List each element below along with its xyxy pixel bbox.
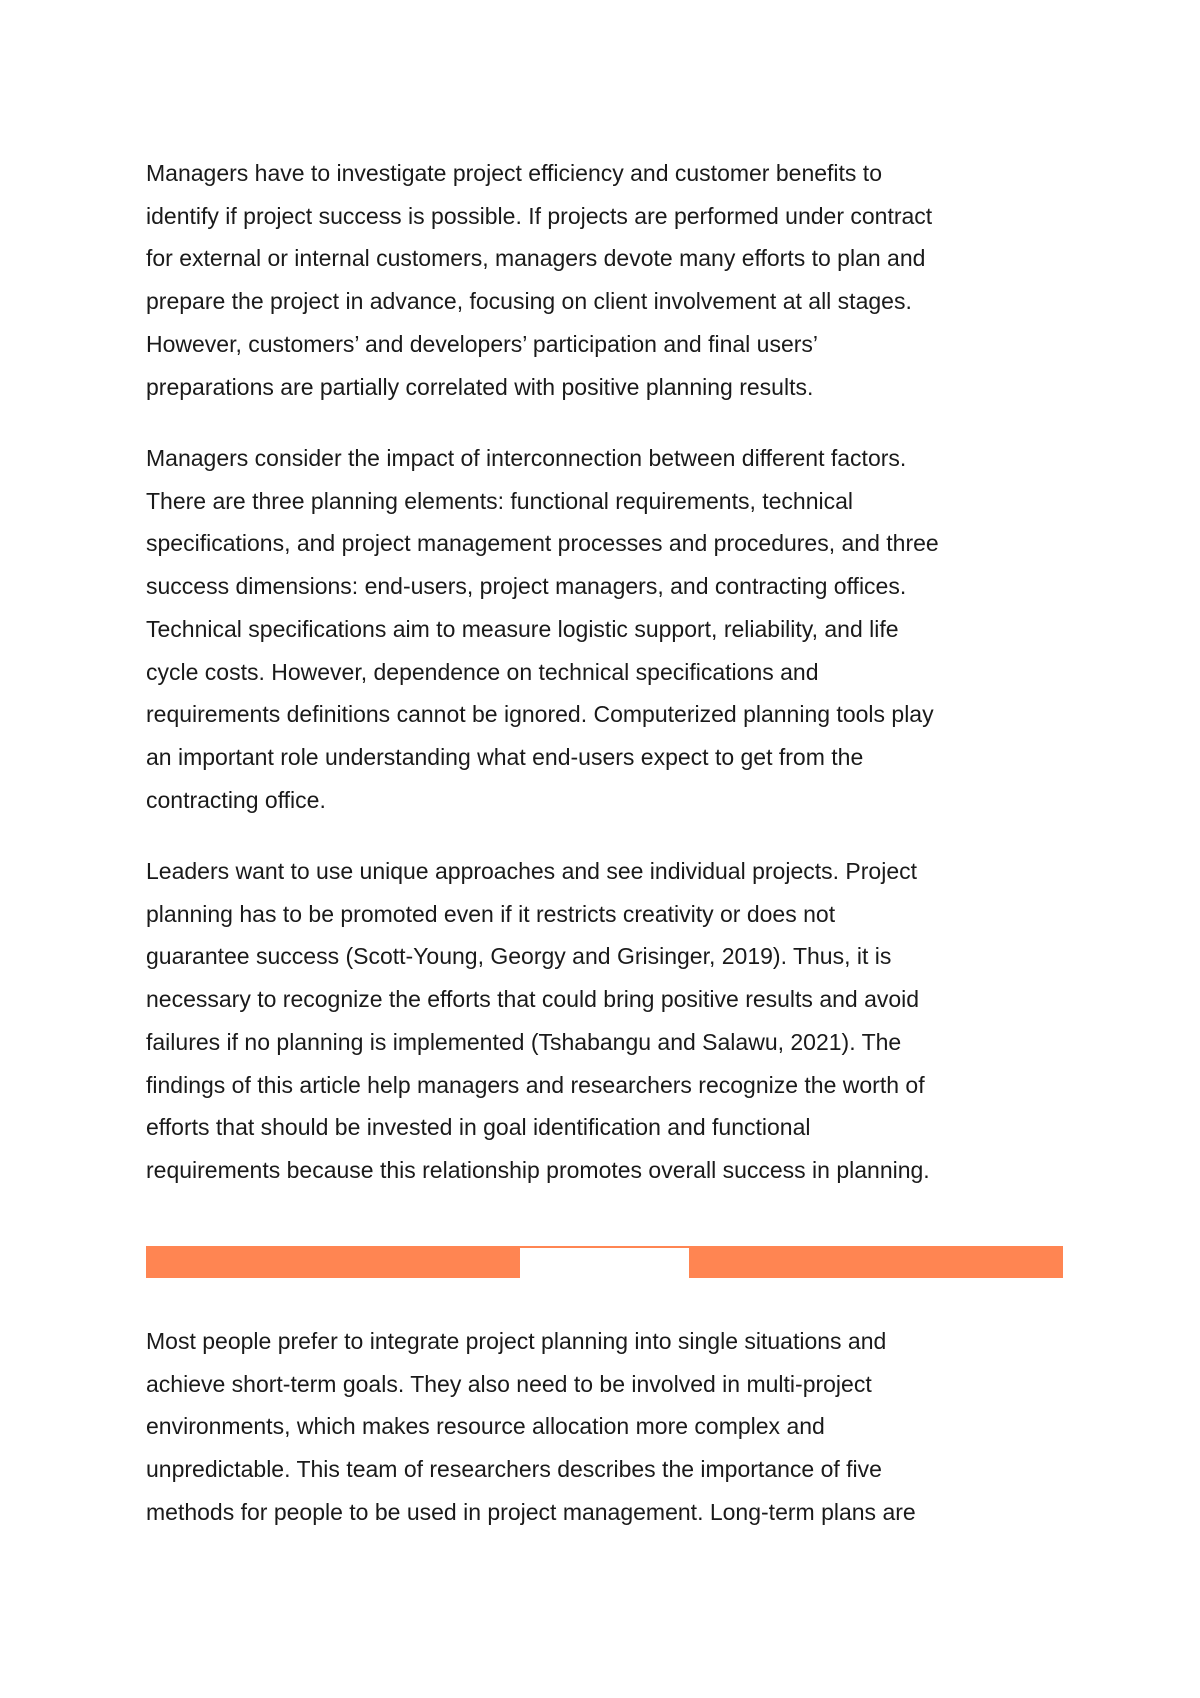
- paragraph-4: [146, 1320, 1066, 1534]
- paragraph-line: prepare the project in advance, focusing on client involvement at all stages.: [146, 288, 912, 315]
- paragraph-line: Managers consider the impact of interconnection between different factors.: [146, 445, 907, 471]
- paragraph-line: for external or internal customers, managers devote many efforts to plan and: [146, 245, 926, 272]
- paragraph-line: methods for people to be used in project management. Long-term plans are: [146, 1498, 916, 1525]
- paragraph-line: Leaders want to use unique approaches and see individual projects. Project: [146, 858, 917, 884]
- paragraph-3: [146, 850, 1066, 1192]
- paragraph-line: preparations are partially correlated with positive planning results.: [146, 373, 814, 400]
- divider-gap: [520, 1246, 689, 1278]
- paragraph-line: Technical specifications aim to measure logistic support, reliability, and life: [146, 615, 899, 642]
- paragraph-line: There are three planning elements: functional requirements, technical: [146, 487, 854, 514]
- paragraph-line: environments, which makes resource allocation more complex and: [146, 1413, 825, 1440]
- paragraph-line: findings of this article help managers and researchers recognize the worth of: [146, 1071, 925, 1098]
- paragraph-line: failures if no planning is implemented (Tshabangu and Salawu, 2021). The: [146, 1028, 902, 1055]
- paragraph-line: contracting office.: [146, 786, 326, 813]
- paragraph-line: planning has to be promoted even if it restricts creativity or does not: [146, 900, 836, 927]
- paragraph-line: requirements definitions cannot be ignored. Computerized planning tools play: [146, 701, 934, 728]
- section-divider: [146, 1246, 1063, 1278]
- paragraph-line: unpredictable. This team of researchers describes the importance of five: [146, 1456, 882, 1483]
- paragraph-line: requirements because this relationship promotes overall success in planning.: [146, 1156, 930, 1183]
- paragraph-2: [146, 437, 1066, 821]
- divider-bar-right: [689, 1246, 1063, 1278]
- paragraph-line: However, customers’ and developers’ participation and final users’: [146, 330, 819, 357]
- paragraph-1: [146, 152, 1066, 408]
- paragraph-line: Most people prefer to integrate project planning into single situations and: [146, 1328, 887, 1354]
- paragraph-line: specifications, and project management processes and procedures, and three: [146, 530, 939, 557]
- divider-bar-left: [146, 1246, 520, 1278]
- paragraph-line: success dimensions: end-users, project managers, and contracting offices.: [146, 573, 907, 600]
- paragraph-line: Managers have to investigate project efficiency and customer benefits to: [146, 160, 882, 186]
- paragraph-line: guarantee success (Scott-Young, Georgy and Grisinger, 2019). Thus, it is: [146, 943, 892, 970]
- paragraph-line: necessary to recognize the efforts that could bring positive results and avoid: [146, 986, 920, 1013]
- paragraph-line: cycle costs. However, dependence on technical specifications and: [146, 658, 819, 685]
- paragraph-line: an important role understanding what end-users expect to get from the: [146, 743, 864, 770]
- paragraph-line: achieve short-term goals. They also need to be involved in multi-project: [146, 1370, 872, 1397]
- paragraph-line: identify if project success is possible. If projects are performed under contract: [146, 202, 933, 229]
- paragraph-line: efforts that should be invested in goal identification and functional: [146, 1114, 811, 1141]
